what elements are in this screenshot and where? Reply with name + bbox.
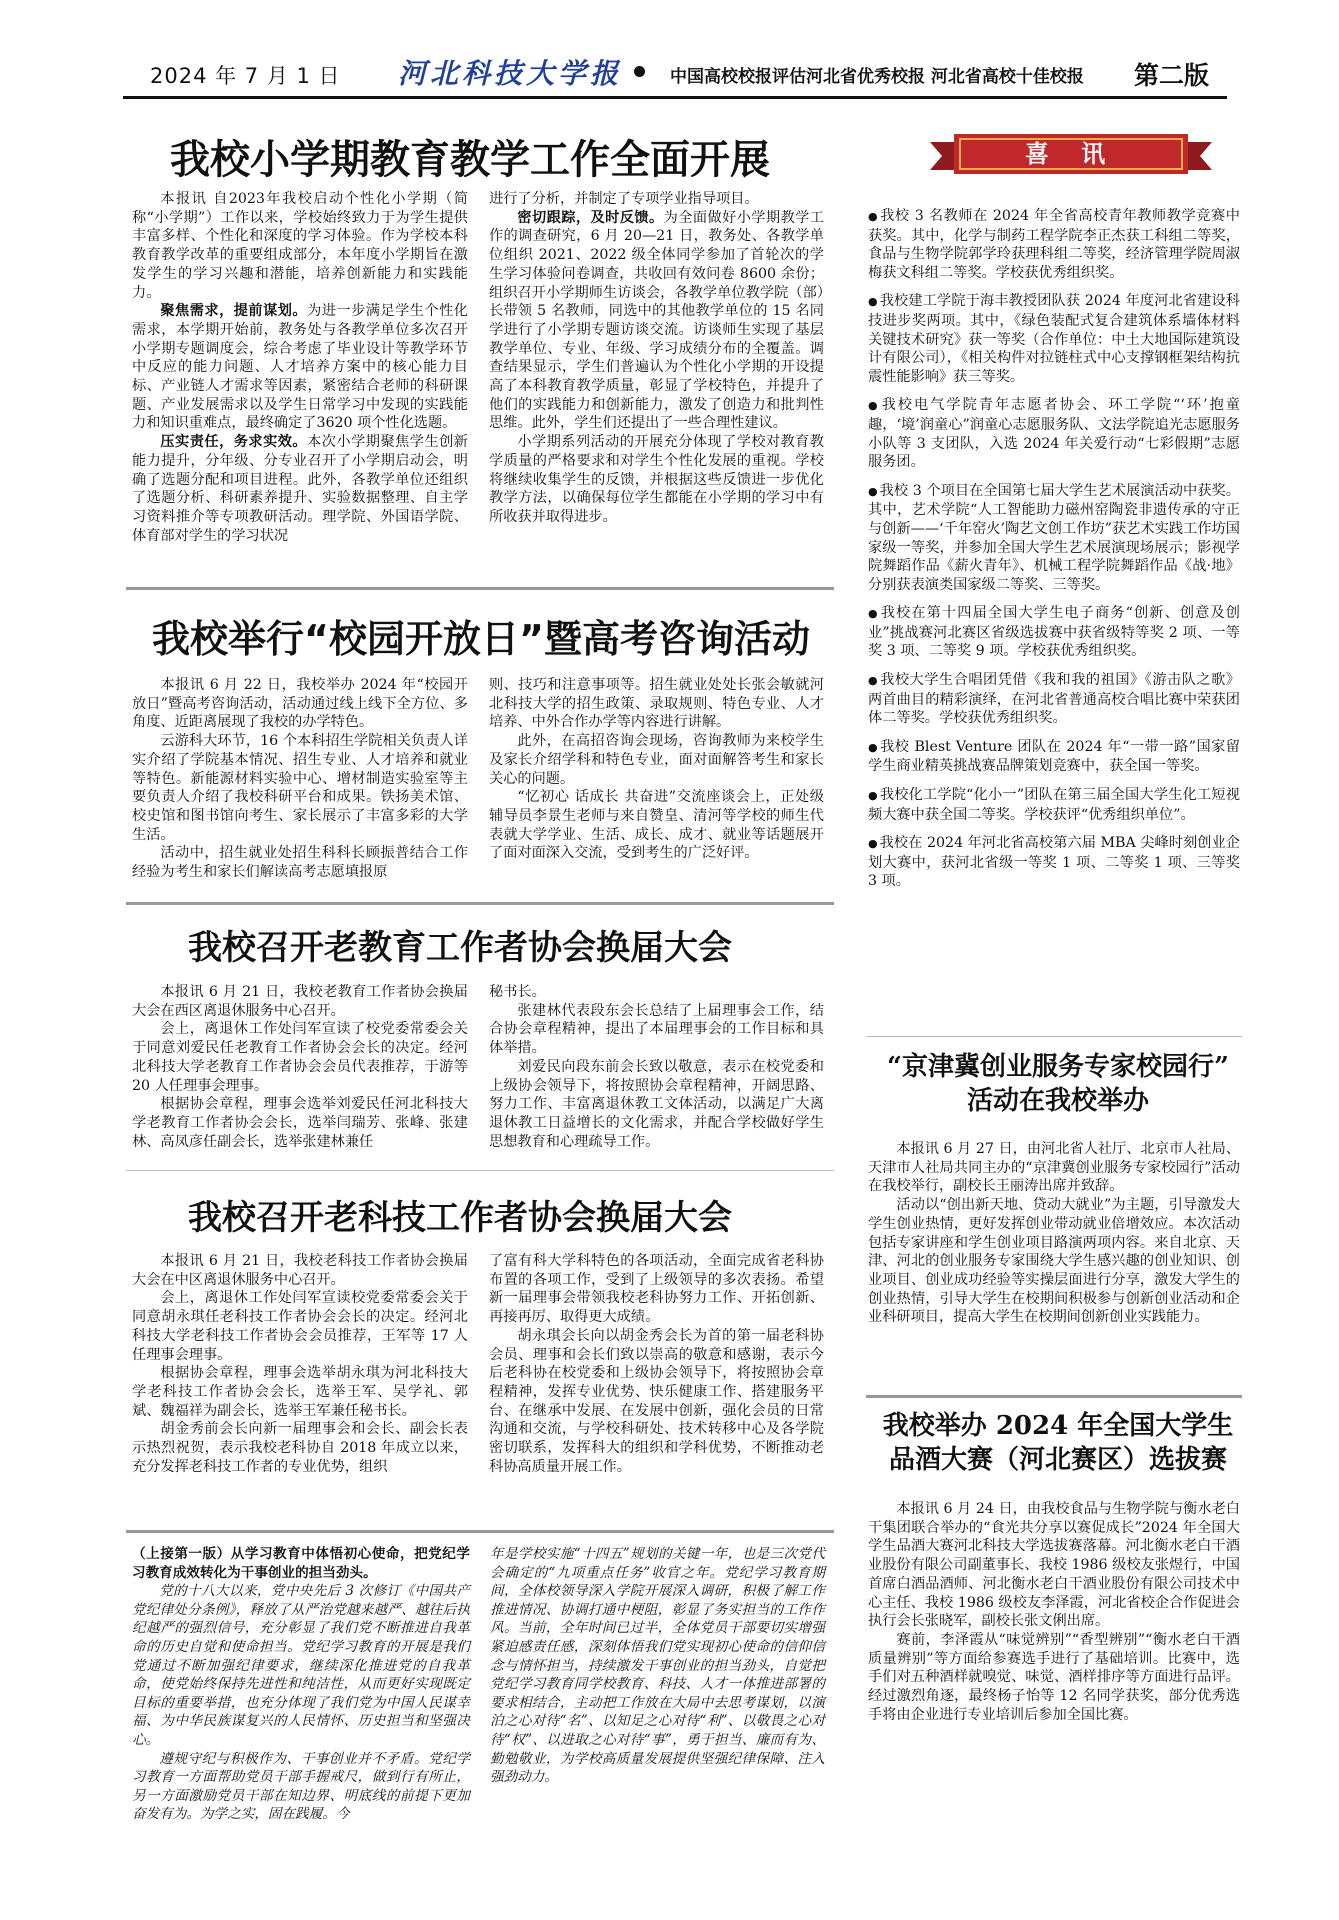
article6-para: 赛前，李泽霞从“味觉辨别”“香型辨别”“衡水老白干酒质量辨别”等方面给参赛选手进行了基础培训。比赛中，选手们对五种酒样就嗅觉、味觉、酒样排序等方面进行品评。经过激烈角逐，最终杨子怡等 12 名同学获奖，部分优秀选手将由企业进行专业培训后参加全国比赛。: [868, 1631, 1240, 1723]
list-item: ● 我校在第十四届全国大学生电子商务“创新、创意及创业”挑战赛河北赛区省级选拔赛中获省级特等奖 2 项、一等奖 3 项、二等奖 9 项。学校获优秀组织奖。: [868, 604, 1240, 661]
continued-column1: [132, 1545, 470, 1824]
article6-body: [868, 1500, 1240, 1724]
article2-para: 云游科大环节，16 个本科招生学院相关负责人详实介绍了学院基本情况、招生专业、人才培养和就业等特色。新能源材料实验中心、增材制造实验室等主要负责人介绍了我校科研平台和成果。铁扬美术馆、校史馆和图书馆向考生、家长展示了丰富多彩的大学生活。: [132, 733, 468, 843]
continued-lead: （上接第一版）从学习教育中体悟初心使命，把党纪学习教育成效转化为干事创业的担当劲头。: [132, 1546, 470, 1581]
article4-column2: [489, 1252, 824, 1476]
article2-column2: [489, 676, 824, 863]
article4-column1: [132, 1252, 468, 1476]
header-slogan: 中国高校校报评估河北省优秀校报 河北省高校十佳校报: [670, 67, 1084, 87]
article5-para: 活动以“创出新天地、贷动大就业”为主题，引导激发大学生创业热情，更好发挥创业带动就业倍增效应。本次活动包括专家讲座和学生创业项目路演两项内容。来自北京、天津、河北的创业服务专家围绕大学生感兴趣的创业知识、创业项目、创业成功经验等实操层面进行分享，激发大学生的创业热情，引导大学生在校期间积极参与创新创业活动和企业科研项目，提高大学生在校期间创新创业实践能力。: [868, 1197, 1240, 1326]
article1-subhead: 压实责任，务求实效。: [160, 434, 308, 451]
list-item: ● 我校建工学院于海丰教授团队获 2024 年度河北省建设科技进步奖两项。其中，《绿色装配式复合建筑体系墙体材料关键技术研究》获一等奖（合作单位：中土大地国际建筑设计有限公司），《相关构件对拉链柱式中心支撑钢框架结构抗震性能影响》获三等奖。: [868, 292, 1240, 386]
article3-column1: [132, 983, 468, 1151]
article5-para: 本报讯 6 月 27 日，由河北省人社厅、北京市人社局、天津市人社局共同主办的“京津冀创业服务专家校园行”活动在我校举行，副校长王丽涛出席并致辞。: [868, 1141, 1240, 1195]
good-news-list: [868, 207, 1240, 901]
issue-date: 2024 年 7 月 1 日: [150, 64, 341, 88]
article1-column1: [132, 190, 468, 545]
article4-para: 胡永琪会长向以胡金秀会长为首的第一届老科协会员、理事和会长们致以崇高的敬意和感谢，表示今后老科协在校党委和上级协会领导下，将按照协会章程精神，发挥专业优势、快乐健康工作、搭建服务平台、在继承中发展、在发展中创新，强化会员的日常沟通和交流，与学校科研处、技术转移中心及各学院密切联系，发挥科大的组织和学科优势，不断推动老科协高质量开展工作。: [489, 1327, 824, 1475]
article1-para: 小学期系列活动的开展充分体现了学校对教育教学质量的严格要求和对学生个性化发展的重视。学校将继续收集学生的反馈，并根据这些反馈进一步优化教学方法，以确保每位学生都能在小学期的学习中有所收获并取得进步。: [489, 434, 824, 525]
article2-para: 此外，在高招咨询会现场，咨询教师为来校学生及家长介绍学科和特色专业，面对面解答考生和家长关心的问题。: [489, 733, 824, 787]
article1-para: 密切跟踪，及时反馈。为全面做好小学期教学工作的调查研究，6 月 20—21 日，教务处、各教学单位组织 2021、2022 级全体同学参加了首轮次的学生学习体验问卷调查，共收回有效问卷 8600 余份；组织召开小学期师生访谈会，各教学单位教学院（部）长带领 5 名教师，同选中的其他教学单位的 15 名同学进行了小学期专题访谈交流。访谈师生实现了基层教学单位、专业、年级、学习成绩分布的全覆盖。调查结果显示，学生们普遍认为个性化小学期的开设提高了本科教育教学质量，彰显了学校特色，并提升了他们的实践能力和创新能力，激发了创造力和批判性思维。此外，学生们还提出了一些合理性建议。: [489, 209, 824, 432]
article2-para: 本报讯 6 月 22 日，我校举办 2024 年“校园开放日”暨高考咨询活动，活动通过线上线下全方位、多角度、近距离展现了我校的办学特色。: [132, 677, 468, 731]
article1-para: 本报讯 自2023年我校启动个性化小学期（简称“小学期”）工作以来，学校始终致力于为学生提供丰富多样、个性化和深度的学习体验。作为学校本科教育教学改革的重要组成部分，本年度小学期旨在激发学生的学习兴趣和潜能，培养创新能力和实践能力。: [132, 191, 468, 301]
good-news-banner: 喜 讯: [1024, 140, 1118, 168]
list-item: ● 我校 3 个项目在全国第七届大学生艺术展演活动中获奖。其中，艺术学院“人工智能助力磁州窑陶瓷非遗传承的守正与创新——‘千年窑火’陶艺文创工作坊”获艺术实践工作坊国家级一等奖，并参加全国大学生艺术展演现场展示；影视学院舞蹈作品《薪火青年》、机械工程学院舞蹈作品《战·地》分别获表演类国家级二等奖、三等奖。: [868, 482, 1240, 595]
article1-subhead: 密切跟踪，及时反馈。: [517, 209, 664, 226]
list-item: ● 我校 3 名教师在 2024 年全省高校青年教师教学竞赛中获奖。其中，化学与制药工程学院李正杰获工科组二等奖，食品与生物学院郭学玲获理科组二等奖，经济管理学院周淑梅获文科组二等奖。学校获优秀组织奖。: [868, 207, 1240, 282]
article1-subhead: 聚焦需求，提前谋划。: [160, 303, 308, 320]
article1-title: 我校小学期教育教学工作全面开展: [170, 137, 770, 183]
article1-para: 聚焦需求，提前谋划。为进一步满足学生个性化需求，本学期开始前，教务处与各教学单位多次召开小学期专题调度会，综合考虑了毕业设计等教学环节中反应的能力问题、人才培养方案中的核心能力目标、产业链人才需求等因素，紧密结合老师的科研课题、产业发展需求以及学生日常学习中发现的实践能力和知识重难点，最终确定了3620 项个性化选题。: [132, 303, 468, 432]
continued-para: 党的十八大以来，党中央先后 3 次修订《中国共产党纪律处分条例》，释放了从严治党越来越严、越往后执纪越严的强烈信号，充分彰显了我们党不断推进自我革命的历史自觉和使命担当。党纪学习教育的开展是我们党通过不断加强纪律要求，继续深化推进党的自我革命，使党始终保持先进性和纯洁性，从而更好实现既定目标的重要举措，也充分体现了我们党为中国人民谋幸福、为中华民族谋复兴的人民情怀、历史担当和坚强决心。: [132, 1583, 470, 1748]
section-divider: [126, 587, 834, 590]
article4-title: 我校召开老科技工作者协会换届大会: [188, 1198, 732, 1238]
article6-title: 我校举办 2024 年全国大学生 品酒大赛（河北赛区）选拔赛: [882, 1411, 1234, 1475]
newspaper-logo: 河北科技大学报: [398, 57, 623, 90]
article1-para: 进行了分析，并制定了专项学业指导项目。: [489, 191, 759, 207]
article4-para: 会上，离退休工作处闫军宣读校党委常委会关于同意胡永琪任老科技工作者协会会长的决定。经河北科技大学老科技工作者协会会员推荐，王军等 17 人任理事会理事。: [132, 1290, 468, 1363]
article5-body: [868, 1140, 1240, 1327]
article3-column2: [489, 983, 824, 1151]
article4-para: 了富有科大学科特色的各项活动，全面完成省老科协布置的各项工作，受到了上级领导的多次表扬。希望新一届理事会带领我校老科协努力工作、开拓创新、再接再厉、取得更大成绩。: [489, 1253, 824, 1326]
article2-para: 则、技巧和注意事项等。招生就业处处长张会敏就河北科技大学的招生政策、录取规则、特色专业、人才培养、中外合作办学等内容进行讲解。: [489, 677, 824, 731]
list-item: ● 我校化工学院“化小一”团队在第三届全国大学生化工短视频大赛中获全国二等奖。学校获评“优秀组织单位”。: [868, 786, 1240, 824]
section-divider: [126, 1530, 834, 1533]
list-item: ● 我校大学生合唱团凭借《我和我的祖国》《游击队之歌》两首曲目的精彩演绎，在河北省普通高校合唱比赛中荣获团体二等奖。学校获优秀组织奖。: [868, 671, 1240, 728]
article2-para: 活动中，招生就业处招生科科长顾振普结合工作经验为考生和家长们解读高考志愿填报原: [132, 845, 468, 881]
article4-para: 根据协会章程，理事会选举胡永琪为河北科技大学老科技工作者协会会长，选举王军、吴学礼、郭斌、魏福祥为副会长，选举王军兼任秘书长。: [132, 1365, 468, 1419]
article3-para: 刘爱民向段东前会长致以敬意，表示在校党委和上级协会领导下，将按照协会章程精神，开阔思路、努力工作、丰富离退休教工文体活动，以满足广大离退休教工日益增长的文化需求，并配合学校做好学生思想教育和心理疏导工作。: [489, 1058, 824, 1150]
article3-para: 根据协会章程，理事会选举刘爱民任河北科技大学老教育工作者协会会长，选举闫瑞芳、张峰、张建林、高凤彦任副会长，选举张建林兼任: [132, 1096, 468, 1150]
section-divider: [866, 1036, 1242, 1037]
article3-title: 我校召开老教育工作者协会换届大会: [188, 928, 732, 968]
article3-para: 张建林代表段东会长总结了上届理事会工作，结合协会章程精神，提出了本届理事会的工作目标和具体举措。: [489, 1002, 824, 1057]
article4-para: 胡金秀前会长向新一届理事会和会长、副会长表示热烈祝贺，表示我校老科协自 2018 年成立以来，充分发挥老科技工作者的专业优势，组织: [132, 1421, 468, 1475]
article2-title: 我校举行“校园开放日”暨高考咨询活动: [152, 617, 810, 661]
article3-para: 秘书长。: [489, 984, 546, 1000]
article3-para: 会上，离退休工作处闫军宣读了校党委常委会关于同意刘爱民任老教育工作者协会会长的决定。经河北科技大学老教育工作者协会会员代表推荐，于游等 20 人任理事会理事。: [132, 1021, 468, 1094]
continued-para: 遵规守纪与积极作为、干事创业并不矛盾。党纪学习教育一方面帮助党员干部手握戒尺，做到行有所止，另一方面激励党员干部在知边界、明底线的前提下更加奋发有为。为学之实，固在践履。今: [132, 1750, 470, 1823]
article6-para: 本报讯 6 月 24 日，由我校食品与生物学院与衡水老白干集团联合举办的“食光共分享以赛促成长”2024 年全国大学生品酒大赛河北科技大学选拔赛落幕。河北衡水老白干酒业股份有限公司副董事长、我校 1986 级校友张煜行，中国首席白酒品酒师、河北衡水老白干酒业股份有限公司技术中心主任、我校 1986 级校友李泽霞，河北省校企合作促进会执行会长张晓军，副校长张文俐出席。: [868, 1501, 1240, 1630]
list-item: ● 我校在 2024 年河北省高校第六届 MBA 尖峰时刻创业企划大赛中，获河北省级一等奖 1 项、二等奖 1 项、三等奖 3 项。: [868, 834, 1240, 891]
section-divider: [126, 1170, 834, 1171]
article2-column1: [132, 676, 468, 882]
article1-column2: [489, 190, 824, 527]
list-item: ● 我校 Blest Venture 团队在 2024 年“一带一路”国家留学生商业精英挑战赛品牌策划竞赛中，获全国一等奖。: [868, 738, 1240, 776]
article1-para: 压实责任，务求实效。本次小学期聚焦学生创新能力提升，分年级、分专业召开了小学期启动会，明确了选题分配和项目进程。此外，各教学单位还组织了选题分析、科研素养提升、实验数据整理、自主学习资料推介等专项教研活动。理学院、外国语学院、体育部对学生的学习状况: [132, 434, 468, 544]
section-divider: [126, 902, 834, 905]
bullet-icon: [634, 66, 645, 77]
article5-title: “京津冀创业服务专家校园行” 活动在我校举办: [887, 1052, 1229, 1116]
header-rule: [123, 96, 1227, 99]
article3-para: 本报讯 6 月 21 日，我校老教育工作者协会换届大会在西区离退休服务中心召开。: [132, 984, 468, 1019]
edition-label: 第二版: [1134, 61, 1210, 90]
section-divider: [866, 1395, 1242, 1398]
continued-column2: 年是学校实施“十四五”规划的关键一年，也是三次党代会确定的“九项重点任务”收官之年。党纪学习教育期间，全体校领导深入学院开展深入调研，积极了解工作推进情况、协调打通中梗阻，彰显了务实担当的工作作风。当前，全年时间已过半，全体党员干部要切实增强紧迫感责任感，深刻体悟我们党实现初心使命的信仰信念与情怀担当，持续激发干事创业的担当劲头，自觉把党纪学习教育同学校教育、科技、人才一体推进部署的要求相结合，主动把工作放在大局中去思考谋划，以演泊之心对待“名”、以知足之心对待“利”、以敬畏之心对待“权”、以进取之心对待“事”，勇于担当、廉而有为、勤勉敬业，为学校高质量发展提供坚强纪律保障、注入强劲动力。: [490, 1546, 825, 1786]
article4-para: 本报讯 6 月 21 日，我校老科技工作者协会换届大会在中区离退休服务中心召开。: [132, 1253, 468, 1288]
list-item: ● 我校电气学院青年志愿者协会、环工学院“‘环’抱童趣，‘境’润童心”润童心志愿服务队、文法学院追光志愿服务小队等 3 支团队，入选 2024 年关爱行动“七彩假期”志愿服务团。: [868, 396, 1240, 471]
article2-para: “忆初心 话成长 共奋进”交流座谈会上，正处级辅导员李景生老师与来自赞皇、清河等学校的师生代表就大学学业、生活、成长、成才、就业等话题展开了面对面深入交流，受到考生的广泛好评。: [489, 789, 824, 862]
